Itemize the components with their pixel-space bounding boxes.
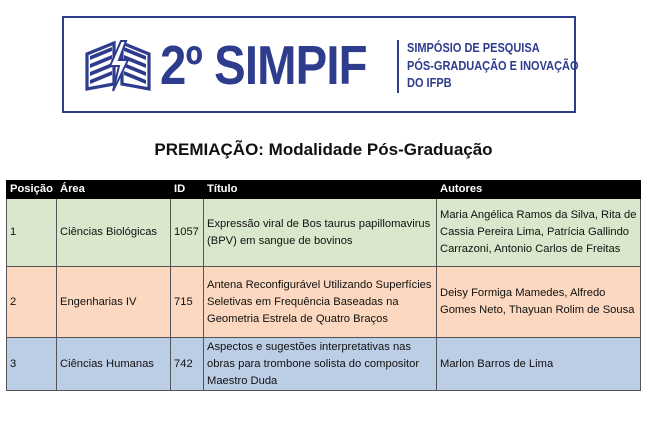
cell-title: Expressão viral de Bos taurus papillomavirus (BPV) em sangue de bovinos (204, 199, 437, 267)
table-header-row (7, 181, 641, 199)
cell-authors: Deisy Formiga Mamedes, Alfredo Gomes Neto, Thayuan Rolim de Sousa (437, 267, 641, 338)
cell-authors: Marlon Barros de Lima (437, 338, 641, 391)
page-title: PREMIAÇÃO: Modalidade Pós-Graduação (154, 140, 493, 159)
table-row (7, 267, 641, 338)
header-id: ID (171, 181, 204, 199)
event-tagline (407, 40, 579, 93)
header-position: Posição (7, 181, 57, 199)
cell-position: 3 (7, 338, 57, 391)
table-row (7, 338, 641, 391)
tagline-line-2: PÓS-GRADUAÇÃO E INOVAÇÃO (407, 58, 579, 73)
cell-area: Ciências Biológicas (57, 199, 171, 267)
tagline-line-1: SIMPÓSIO DE PESQUISA (407, 41, 540, 55)
cell-area: Engenharias IV (57, 267, 171, 338)
cell-title: Antena Reconfigurável Utilizando Superfícies Seletivas em Frequência Baseadas na Geometria Estrela de Quatro Braços (204, 267, 437, 338)
header-title: Título (204, 181, 437, 199)
awards-table (6, 180, 641, 391)
ifpb-lightning-book-icon (84, 40, 152, 92)
cell-id: 742 (171, 338, 204, 391)
cell-area: Ciências Humanas (57, 338, 171, 391)
banner-divider (397, 40, 399, 93)
cell-id: 715 (171, 267, 204, 338)
cell-title: Aspectos e sugestões interpretativas nas obras para trombone solista do compositor Maestro Duda (204, 338, 437, 391)
table-row (7, 199, 641, 267)
cell-position: 1 (7, 199, 57, 267)
cell-authors: Maria Angélica Ramos da Silva, Rita de Cassia Pereira Lima, Patrícia Gallindo Carrazoni, Antonio Carlos de Freitas (437, 199, 641, 267)
event-banner (62, 16, 579, 113)
header-authors: Autores (437, 181, 641, 199)
cell-id: 1057 (171, 199, 204, 267)
event-brand: 2º SIMPIF (160, 34, 367, 96)
header-area: Área (57, 181, 171, 199)
tagline-line-3: DO IFPB (407, 76, 452, 90)
cell-position: 2 (7, 267, 57, 338)
